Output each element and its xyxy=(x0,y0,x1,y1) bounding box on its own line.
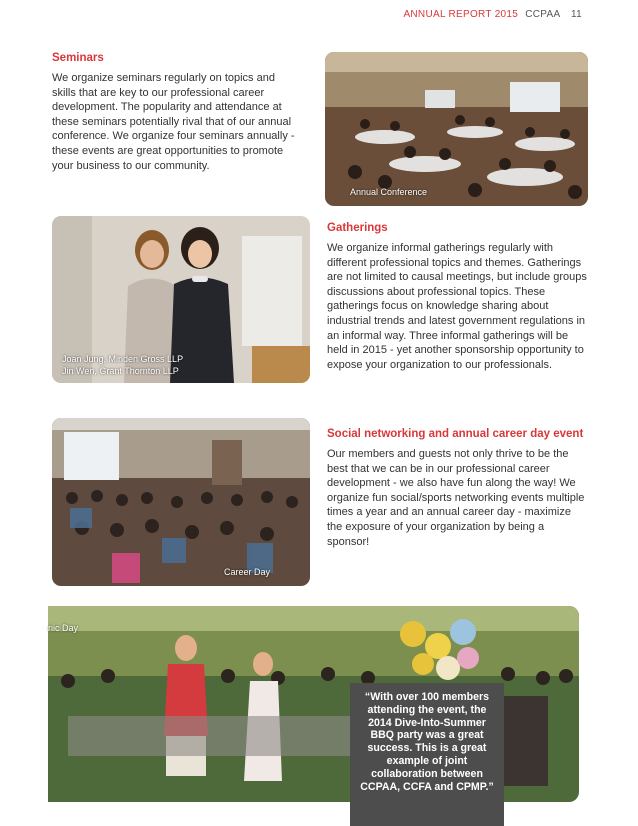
networking-heading: Social networking and annual career day event xyxy=(327,428,584,440)
report-title: ANNUAL REPORT 2015 xyxy=(403,9,519,20)
seminars-paragraph: We organize seminars regularly on topics and skills that are key to our professional career development. The popularity and attendance at these seminars potentially rival that of our annual conference. We organize four seminars annually - these events are great opportunities to promote your business to our community. xyxy=(52,72,295,172)
picnic-day-caption: nic Day xyxy=(48,623,79,633)
org-name: CCPAA xyxy=(525,9,560,20)
seminars-heading: Seminars xyxy=(52,52,104,64)
page-header xyxy=(403,9,582,20)
gatherings-heading: Gatherings xyxy=(327,222,388,234)
members-caption xyxy=(62,353,183,377)
testimonial-quote-box: “With over 100 members attending the event, the 2014 Dive-Into-Summer BBQ party was a great success. This is a great example of joint collaboration between CCPAA, CCFA and CPMP.” xyxy=(350,683,504,826)
career-day-photo xyxy=(52,418,310,586)
career-day-caption: Career Day xyxy=(224,567,271,577)
networking-paragraph: Our members and guests not only thrive to be the best that we can be in our professional career development - we also have fun along the way! We organize fun social/sports networking events multiple times a year and an annual career day - maximize the exposure of your organization by being a sponsor! xyxy=(327,448,585,548)
gatherings-paragraph: We organize informal gatherings regularly with different professional topics and themes. Gatherings are not limited to causal meetings, but include groups discussions about professional topics. These gatherings focus on knowledge sharing about industrial trends and latest government regulations in an informal way. Three informal gatherings will be held in 2015 - yet another sponsorship opportunity to expose your organization to our professionals. xyxy=(327,242,587,371)
members-caption-line-2: Jin Wen, Grant Thornton LLP xyxy=(62,366,179,376)
page-number: 11 xyxy=(571,9,582,20)
annual-conference-caption: Annual Conference xyxy=(350,187,428,197)
annual-conference-photo xyxy=(325,52,588,206)
members-caption-line-1: Joan Jung, Minden Gross LLP xyxy=(62,354,184,364)
